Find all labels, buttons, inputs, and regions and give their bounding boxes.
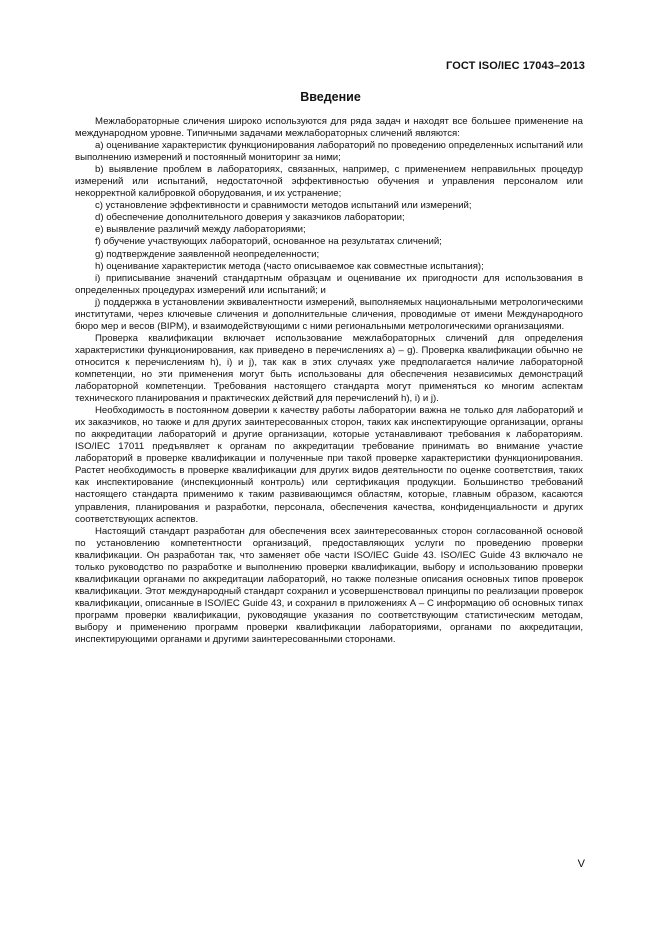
- paragraph-proficiency-testing: Проверка квалификации включает использование межлабораторных сличений для определения характеристики функционирования, как приведено в перечислениях a) – g). Проверка квалификации обычно не относится к перечислениям h), i) и j), так как в этих случаях уже предполагается наличие лабораторной компетенции, но эти применения могут быть использованы для обеспечения независимых демонстраций лабораторной компетенции. Требования настоящего стандарта могут применяться ко многим аспектам технического планирования и практических действий для перечислений h), i) и j).: [75, 332, 583, 405]
- list-item-b: b) выявление проблем в лабораториях, связанных, например, с применением неправильных процедур измерений или испытаний, недостаточной эффективностью обучения и управления персоналом или некорректной калибровкой оборудования, и их устранение;: [75, 164, 583, 200]
- paragraph-intro: Межлабораторные сличения широко используются для ряда задач и находят все большее применение на международном уровне. Типичными задачами межлабораторных сличений являются:: [75, 116, 583, 140]
- list-item-g: g) подтверждение заявленной неопределенности;: [95, 248, 320, 260]
- list-item-f: f) обучение участвующих лабораторий, основанное на результатах сличений;: [95, 236, 442, 248]
- list-item-c: c) установление эффективности и сравнимости методов испытаний или измерений;: [95, 200, 472, 212]
- list-item-i: i) приписывание значений стандартным образцам и оценивание их пригодности для использования в определенных процедурах измерений или испытаний; и: [75, 272, 583, 296]
- standard-code-header: ГОСТ ISO/IEC 17043–2013: [446, 60, 585, 72]
- body-text: [75, 116, 583, 646]
- list-item-d: d) обеспечение дополнительного доверия у заказчиков лаборатории;: [95, 212, 405, 224]
- list-item-a: a) оценивание характеристик функционирования лабораторий по проведению определенных испытаний или выполнению измерений и постоянный мониторинг за ними;: [75, 140, 583, 164]
- paragraph-standard-purpose: Настоящий стандарт разработан для обеспечения всех заинтересованных сторон согласованной основой по установлению компетентности организаций, предоставляющих услуги по проведению проверки квалификации. Он разработан так, что заменяет обе части ISO/IEC Guide 43. ISO/IEC Guide 43 включало не только руководство по разработке и выполнению проверки квалификации, выбору и использованию проверки квалификации органами по аккредитации лабораторий, но также полезные описания основных типов проверок квалификации. Этот международный стандарт сохранил и усовершенствовал принципы по реализации проверок квалификации, описанные в ISO/IEC Guide 43, и сохранил в приложениях А – С информацию об основных типах программ проверки квалификации, руководящие указания по соответствующим статистическим методам, выбору и применению программ проверки квалификации лабораториями, органами по аккредитации, инспектирующими органами и другими заинтересованными сторонами.: [75, 525, 583, 646]
- list-item-h: h) оценивание характеристик метода (часто описываемое как совместные испытания);: [95, 260, 484, 272]
- paragraph-confidence: Необходимость в постоянном доверии к качеству работы лаборатории важна не только для лабораторий и их заказчиков, но также и для других заинтересованных сторон, таких как инспектирующие организации, органы по аккредитации лабораторий и другие организации, которые устанавливают требования к лабораториям. ISO/IEC 17011 предъявляет к органам по аккредитации требование принимать во внимание участие лабораторий в проверке квалификации и полученные при такой проверке характеристики функционирования. Растет необходимость в проверке квалификации для других видов деятельности по оценке соответствия, таких как инспектирование (инспекционный контроль) или сертификация продукции. Большинство требований настоящего стандарта применимо к таким развивающимся областям, которые, главным образом, касаются управления, планирования и разработки, персонала, обеспечения качества, конфиденциальности и других соответствующих аспектов.: [75, 405, 583, 525]
- list-item-e: e) выявление различий между лабораториями;: [95, 224, 306, 236]
- list-item-j: j) поддержка в установлении эквивалентности измерений, выполняемых национальными метрологическими институтами, через ключевые сличения и дополнительные сличения, проводимые от имени Международного бюро мер и весов (BIPM), и взаимодействующими с ними региональными метрологическими организациями.: [75, 296, 583, 332]
- page-number: V: [577, 858, 585, 870]
- section-title: Введение: [300, 90, 361, 104]
